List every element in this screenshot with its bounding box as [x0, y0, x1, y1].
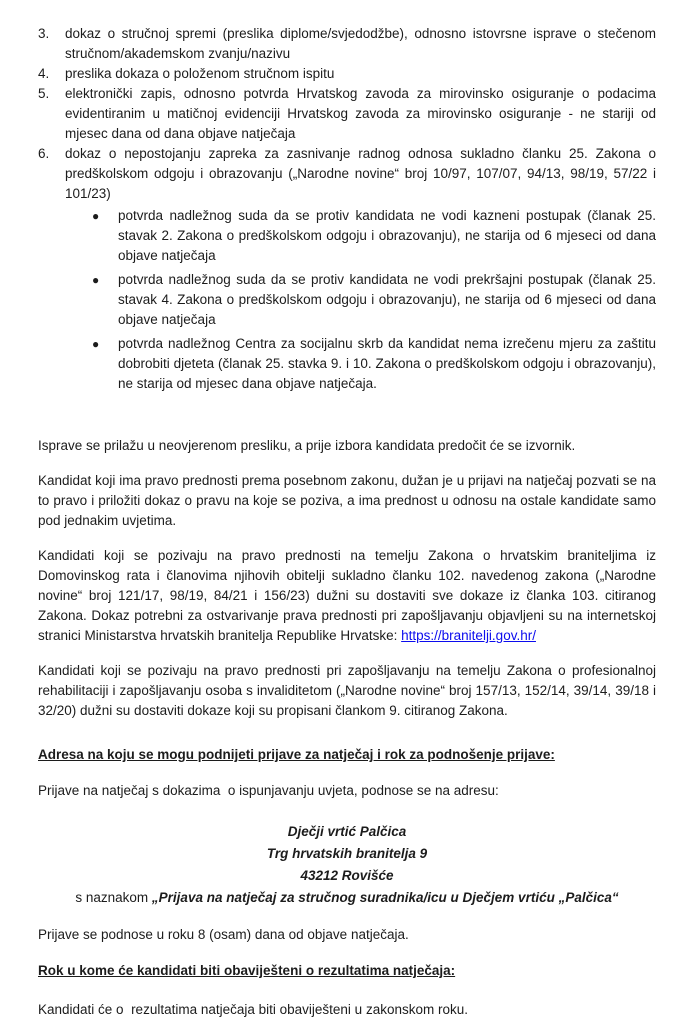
- bullet-item-criminal: [84, 206, 656, 266]
- list-marker: 3.: [38, 26, 50, 41]
- address-notation: [38, 887, 656, 909]
- bullet-item-social-care: [84, 334, 656, 394]
- bullet-text: potvrda nadležnog suda da se protiv kandidata ne vodi kazneni postupak (članak 25. stavak 2. Zakona o predškolskom odgoju i obrazovanju), ne starija od 6 mjeseci od dana objave natječaja: [118, 208, 656, 263]
- bullet-text: potvrda nadležnog Centra za socijalnu skrb da kandidat nema izrečenu mjeru za zaštitu dobrobiti djeteta (članak 25. stavka 9. i 10. Zakona o predškolskom odgoju i obrazovanju), ne starija od mjesec dana objave natječaja.: [118, 336, 656, 391]
- list-marker: 6.: [38, 146, 50, 161]
- address-city: 43212 Rovišće: [300, 868, 394, 883]
- paragraph-disability: Kandidati koji se pozivaju na pravo prednosti pri zapošljavanju na temelju Zakona o profesionalnoj rehabilitaciji i zapošljavanju osoba s invaliditetom („Narodne novine“ broj 157/13, 152/14, 39/14, 39/18 i 32/20) dužni su dostaviti dokaze koji su propisani člankom 9. citiranog Zakona.: [38, 663, 656, 718]
- notation-prefix: s naznakom: [75, 890, 152, 905]
- list-item-text: preslika dokaza o položenom stručnom ispitu: [65, 66, 335, 81]
- list-item-text: dokaz o stručnoj spremi (preslika diplome/svjedodžbe), odnosno istovrsne isprave o stečenom stručnom/akademskom zvanju/nazivu: [65, 26, 656, 61]
- bullet-text: potvrda nadležnog suda da se protiv kandidata ne vodi prekršajni postupak (članak 25. stavak 4. Zakona o predškolskom odgoju i obrazovanju), ne starija od 6 mjeseci od dana objave natječaja: [118, 272, 656, 327]
- address-block: [38, 821, 656, 909]
- bullet-icon: ●: [92, 273, 100, 287]
- list-item-4: [38, 64, 656, 84]
- list-item-text: elektronički zapis, odnosno potvrda Hrvatskog zavoda za mirovinsko osiguranje o podacima evidentiranim u matičnoj evidenciji Hrvatskog zavoda za mirovinsko osiguranje - ne stariji od mjesec dana od dana objave natječaja: [65, 86, 656, 141]
- list-item-6: [38, 144, 656, 204]
- paragraph-veterans: [38, 546, 656, 646]
- list-item-5: [38, 84, 656, 144]
- heading-results: Rok u kome će kandidati biti obaviješteni o rezultatima natječaja:: [38, 963, 456, 978]
- list-item-3: [38, 24, 656, 64]
- paragraph-originals: Isprave se prilažu u neovjerenom presliku, a prije izbora kandidata predočit će se izvornik.: [38, 438, 576, 453]
- list-marker: 4.: [38, 66, 50, 81]
- address-institution: Dječji vrtić Palčica: [287, 824, 407, 839]
- sub-bullet-list: [38, 206, 656, 394]
- branitelji-link[interactable]: https://branitelji.gov.hr/: [401, 628, 536, 643]
- list-marker: 5.: [38, 86, 50, 101]
- address-street: Trg hrvatskih branitelja 9: [266, 846, 428, 861]
- notation-title: „Prijava na natječaj za stručnog suradnika/icu u Dječjem vrtiću „Palčica“: [151, 890, 619, 905]
- bullet-item-misdemeanor: [84, 270, 656, 330]
- paragraph-veterans-text: Kandidati koji se pozivaju na pravo prednosti na temelju Zakona o hrvatskim braniteljima iz Domovinskog rata i članovima njihovih obitelji sukladno članku 102. navedenog zakona („Narodne novine“ broj 121/17, 98/19, 84/21 i 156/23) dužni su dostaviti sve dokaze iz članka 103. citiranog Zakona. Dokaz potrebni za ostvarivanje prava prednosti pri zapošljavanju objavljeni su na internetskoj stranici Ministarstva hrvatskih branitelja Republike Hrvatske:: [38, 548, 656, 643]
- paragraph-deadline: Prijave se podnose u roku 8 (osam) dana od objave natječaja.: [38, 927, 409, 942]
- paragraph-submit-intro: Prijave na natječaj s dokazima o ispunjavanju uvjeta, podnose se na adresu:: [38, 783, 499, 798]
- paragraph-priority-general: Kandidat koji ima pravo prednosti prema posebnom zakonu, dužan je u prijavi na natječaj pozvati se na to pravo i priložiti dokaz o pravu na koje se poziva, a ima prednost u odnosu na ostale kandidate samo pod jednakim uvjetima.: [38, 473, 656, 528]
- list-item-text: dokaz o nepostojanju zapreka za zasnivanje radnog odnosa sukladno članku 25. Zakona o predškolskom odgoju i obrazovanju („Narodne novine“ broj 10/97, 107/07, 94/13, 98/19, 57/22 i 101/23): [65, 146, 656, 201]
- heading-address: Adresa na koju se mogu podnijeti prijave za natječaj i rok za podnošenje prijave:: [38, 747, 555, 762]
- bullet-icon: ●: [92, 209, 100, 223]
- bullet-icon: ●: [92, 337, 100, 351]
- paragraph-results: Kandidati će o rezultatima natječaja biti obaviješteni u zakonskom roku.: [38, 1002, 468, 1017]
